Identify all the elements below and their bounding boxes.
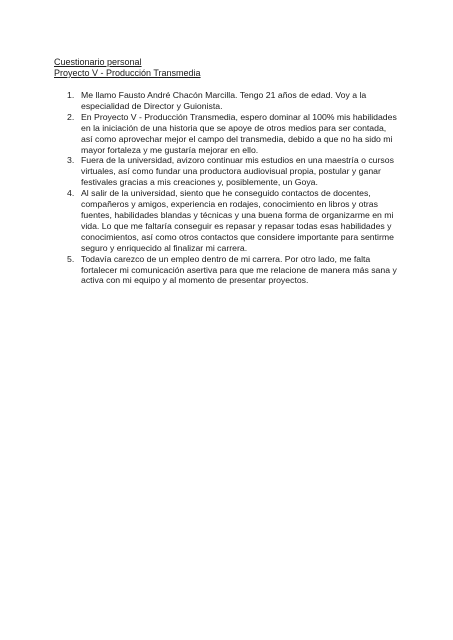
document-subtitle: Proyecto V - Producción Transmedia bbox=[54, 68, 201, 78]
answer-number: 1. bbox=[67, 90, 75, 100]
answer-item-2 bbox=[54, 112, 399, 156]
answer-number: 3. bbox=[67, 155, 75, 166]
answer-item-3 bbox=[54, 155, 399, 188]
answer-text: En Proyecto V - Producción Transmedia, espero dominar al 100% mis habilidades en la iniciación de una historia que se apoye de otros medios para ser contada, así como aprovechar mejor el campo del transmedia, debido a que no ha sido mi mayor fortaleza y me gustaría mejorar en ello. bbox=[81, 111, 397, 155]
answer-text: Me llamo Fausto André Chacón Marcilla. Tengo 21 años de edad. Voy a la especialidad de Director y Guionista. bbox=[81, 90, 367, 111]
answer-item-5 bbox=[54, 254, 399, 287]
document-title: Cuestionario personal bbox=[54, 57, 142, 67]
answer-number: 4. bbox=[67, 188, 75, 199]
answer-text: Fuera de la universidad, avizoro continuar mis estudios en una maestría o cursos virtuales, así como fundar una productora audiovisual propia, postular y ganar festivales gracias a mis creaciones y, posiblemente, un Goya. bbox=[81, 155, 394, 188]
answer-list bbox=[54, 90, 399, 286]
answer-number: 5. bbox=[67, 253, 75, 264]
answer-text: Todavía carezco de un empleo dentro de mi carrera. Por otro lado, me falta fortalecer mi comunicación asertiva para que me relacione de manera más sana y activa con mi equipo y al momento de presentar proyectos. bbox=[81, 253, 397, 286]
answer-item-4 bbox=[54, 188, 399, 253]
answer-item-1 bbox=[54, 90, 399, 112]
answer-number: 2. bbox=[67, 111, 75, 122]
answer-text: Al salir de la universidad, siento que he conseguido contactos de docentes, compañeros y amigos, experiencia en rodajes, conocimiento en libros y otras fuentes, habilidades blandas y técnicas y una buena forma de organizarme en mi vida. Lo que me faltaría conseguir es repasar y repasar todas esas habilidades y conocimientos, así como otros contactos que considere importante para sentirme seguro y enriquecido al finalizar mi carrera. bbox=[81, 188, 394, 253]
